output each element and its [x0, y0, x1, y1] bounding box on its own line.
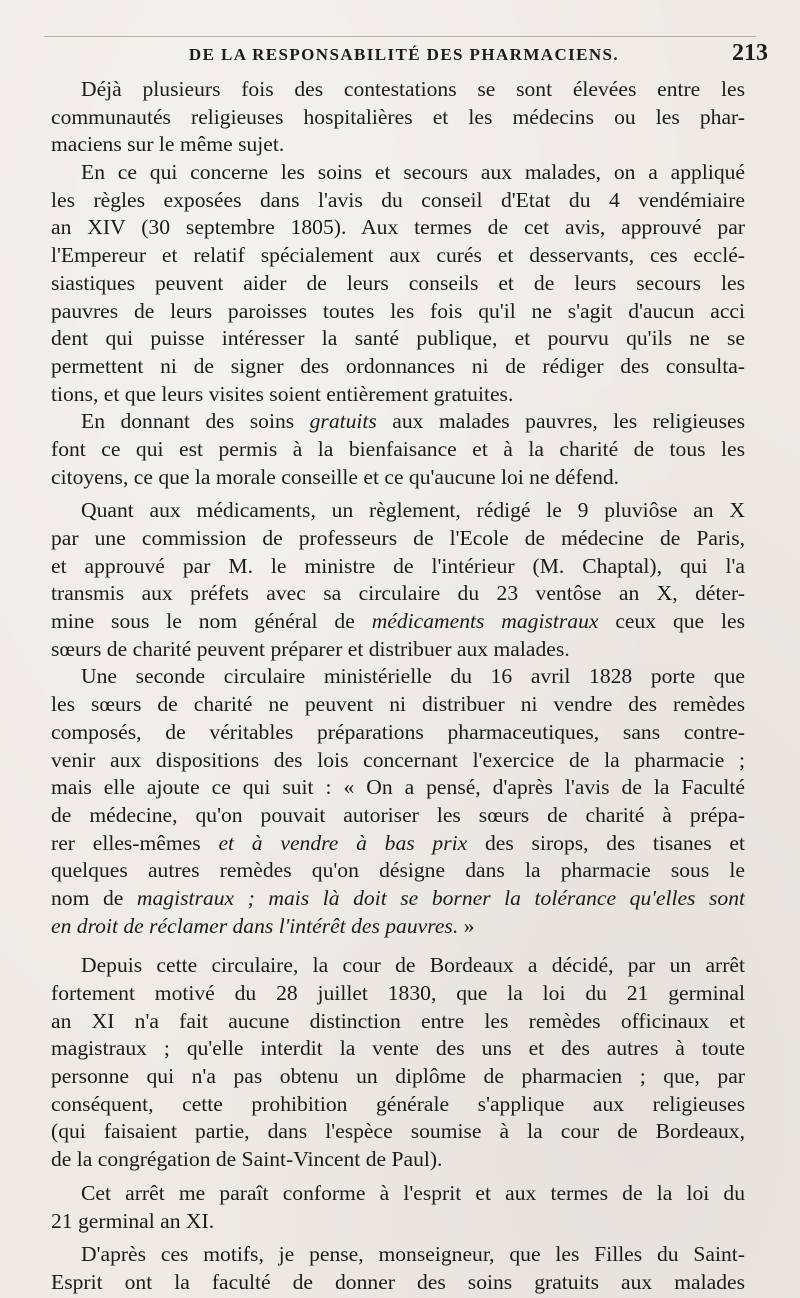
text-run: aux malades pauvres, les religieuses — [376, 409, 745, 434]
text-line: transmis aux préfets avec sa circulaire du 23 ventôse an X, déter- — [51, 581, 745, 606]
text-line: Quant aux médicaments, un règlement, rédigé le 9 pluviôse an X — [81, 498, 745, 523]
italic-run: médicaments magistraux — [371, 609, 599, 634]
text-line: sœurs de charité peuvent préparer et distribuer aux malades. — [51, 636, 570, 661]
paragraph-gap — [51, 940, 745, 952]
text-run: » — [458, 913, 475, 938]
text-line: quelques autres remèdes qu'on désigne dans la pharmacie sous le — [51, 858, 745, 883]
body-text — [51, 76, 745, 1297]
paragraph-2 — [51, 159, 745, 408]
text-line: par une commission de professeurs de l'Ecole de médecine de Paris, — [51, 526, 745, 550]
italic-run: gratuits — [309, 409, 377, 434]
paragraph-3 — [51, 408, 745, 491]
text-line: les règles exposées dans l'avis du conseil d'Etat du 4 vendémiaire — [51, 187, 745, 212]
text-line: venir aux dispositions des lois concernant l'exercice de la pharmacie ; — [51, 747, 745, 772]
text-line: conséquent, cette prohibition générale s'applique aux religieuses — [51, 1091, 745, 1116]
text-line: siastiques peuvent aider de leurs conseils et de leurs secours les — [51, 270, 745, 295]
text-line: et approuvé par M. le ministre de l'intérieur (M. Chaptal), qui l'a — [51, 553, 745, 578]
italic-run: magistraux ; mais là doit se borner la tolérance qu'elles sont — [136, 885, 745, 910]
paragraph-4 — [51, 497, 745, 663]
text-line: Depuis cette circulaire, la cour de Bordeaux a décidé, par un arrêt — [81, 953, 745, 978]
text-run: nom de — [51, 885, 137, 910]
paragraph-5 — [51, 663, 745, 940]
text-line — [51, 885, 745, 913]
text-run: ceux que les — [598, 609, 745, 634]
page-number: 213 — [732, 40, 768, 66]
text-line: composés, de véritables préparations pharmaceutiques, sans contre- — [51, 719, 745, 744]
text-run: rer elles-mêmes — [51, 830, 219, 855]
text-line: 21 germinal an XI. — [51, 1208, 215, 1233]
text-line: mais elle ajoute ce qui suit : « On a pensé, d'après l'avis de la Faculté — [51, 775, 745, 800]
text-line: pauvres de leurs paroisses toutes les fois qu'il ne s'agit d'aucun acci — [51, 298, 745, 323]
text-line: personne qui n'a pas obtenu un diplôme de pharmacien ; que, par — [51, 1064, 745, 1089]
text-line: an XI n'a fait aucune distinction entre les remèdes officinaux et — [51, 1008, 745, 1033]
text-line: de la congrégation de Saint-Vincent de Paul). — [51, 1147, 443, 1172]
text-line: tions, et que leurs visites soient entièrement gratuites. — [51, 381, 514, 406]
text-line: magistraux ; qu'elle interdit la vente des uns et des autres à toute — [51, 1036, 745, 1061]
text-line: Esprit ont la faculté de donner des soins gratuits aux malades — [51, 1269, 745, 1294]
text-line: Une seconde circulaire ministérielle du 16 avril 1828 porte que — [81, 664, 745, 689]
text-line: communautés religieuses hospitalières et les médecins ou les phar- — [51, 104, 745, 129]
text-line: permettent ni de signer des ordonnances ni de rédiger des consulta- — [51, 353, 745, 378]
header-rule — [44, 36, 756, 37]
paragraph-7 — [51, 1180, 745, 1235]
paragraph-6 — [51, 952, 745, 1174]
text-line: font ce qui est permis à la bienfaisance et à la charité de tous les — [51, 436, 745, 461]
running-title: DE LA RESPONSABILITÉ DES PHARMACIENS. — [188, 45, 620, 64]
running-head — [50, 40, 770, 70]
text-run: des sirops, des tisanes et — [467, 830, 745, 855]
text-line — [51, 913, 745, 941]
text-line: D'après ces motifs, je pense, monseigneur, que les Filles du Saint- — [81, 1242, 745, 1267]
text-run: mine sous le nom général de — [51, 609, 372, 634]
text-line — [51, 830, 745, 858]
text-line: (qui faisaient partie, dans l'espèce soumise à la cour de Bordeaux, — [51, 1119, 745, 1144]
paragraph-8 — [51, 1241, 745, 1296]
text-line: fortement motivé du 28 juillet 1830, que la loi du 21 germinal — [51, 981, 745, 1005]
text-line: les sœurs de charité ne peuvent ni distribuer ni vendre des remèdes — [51, 692, 745, 717]
text-line — [51, 608, 745, 636]
text-line: maciens sur le même sujet. — [51, 132, 285, 157]
text-line: l'Empereur et relatif spécialement aux curés et desservants, ces ecclé- — [51, 243, 745, 268]
text-line: dent qui puisse intéresser la santé publique, et pourvu qu'ils ne se — [51, 326, 745, 351]
text-run: En donnant des soins — [81, 409, 310, 434]
text-line: an XIV (30 septembre 1805). Aux termes de cet avis, approuvé par — [51, 215, 745, 240]
text-line — [51, 408, 745, 436]
text-line: citoyens, ce que la morale conseille et ce qu'aucune loi ne défend. — [51, 464, 620, 489]
paragraph-1 — [51, 76, 745, 159]
italic-run: en droit de réclamer dans l'intérêt des pauvres. — [51, 913, 459, 938]
text-line: Déjà plusieurs fois des contestations se sont élevées entre les — [81, 77, 745, 101]
text-line: de médecine, qu'on pouvait autoriser les sœurs de charité à prépa- — [51, 802, 745, 827]
text-line: En ce qui concerne les soins et secours aux malades, on a appliqué — [81, 160, 745, 185]
italic-run: et à vendre à bas prix — [218, 830, 468, 855]
text-line: Cet arrêt me paraît conforme à l'esprit et aux termes de la loi du — [81, 1180, 745, 1205]
